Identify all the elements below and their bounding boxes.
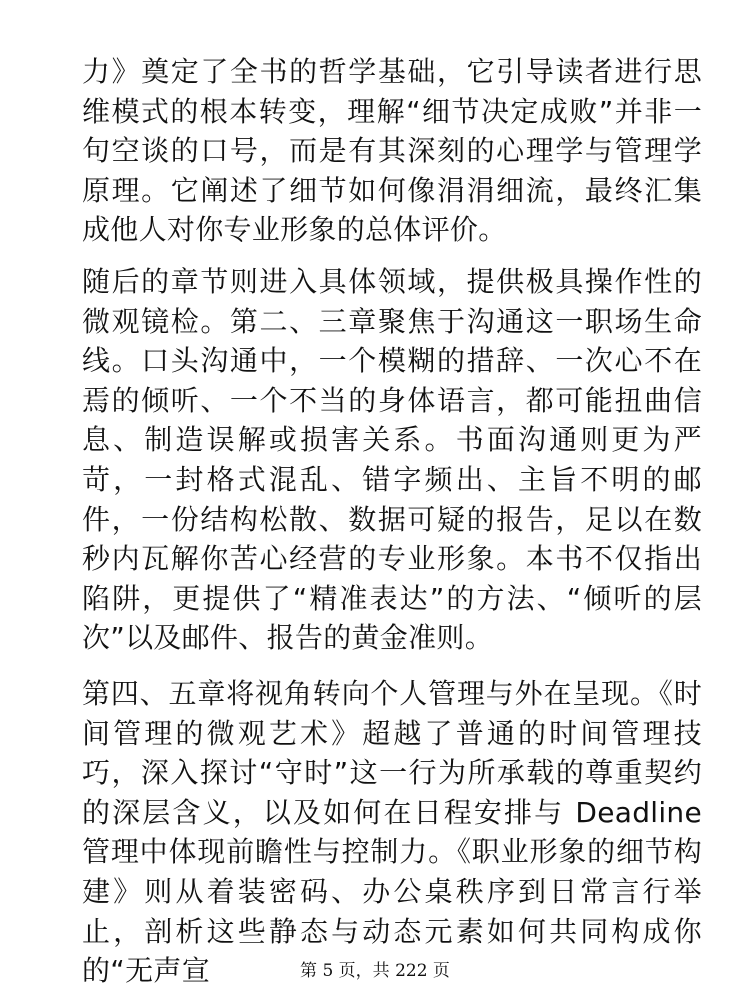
- paragraph-1: 力》奠定了全书的哲学基础，它引导读者进行思维模式的根本转变，理解“细节决定成败”并非一句空谈的口号，而是有其深刻的心理学与管理学原理。它阐述了细节如何像涓涓细流，最终汇集成他人对你专业形象的总体评价。: [82, 55, 702, 247]
- paragraph-3: 第四、五章将视角转向个人管理与外在呈现。《时间管理的微观艺术》超越了普通的时间管理技巧，深入探讨“守时”这一行为所承载的尊重契约的深层含义，以及如何在日程安排与 Deadline 管理中体现前瞻性与控制力。《职业形象的细节构建》则从着装密码、办公桌秩序到日常言行举止，剖析这些静态与动态元素如何共同构成你的“无声宣: [82, 677, 702, 988]
- paragraph-2: 随后的章节则进入具体领域，提供极具操作性的微观镜检。第二、三章聚焦于沟通这一职场生命线。口头沟通中，一个模糊的措辞、一次心不在焉的倾听、一个不当的身体语言，都可能扭曲信息、制造误解或损害关系。书面沟通则更为严苛，一封格式混乱、错字频出、主旨不明的邮件，一份结构松散、数据可疑的报告，足以在数秒内瓦解你苦心经营的专业形象。本书不仅指出陷阱，更提供了“精准表达”的方法、“倾听的层次”以及邮件、报告的黄金准则。: [82, 265, 702, 655]
- page-number-footer: 第 5 页，共 222 页: [300, 961, 450, 981]
